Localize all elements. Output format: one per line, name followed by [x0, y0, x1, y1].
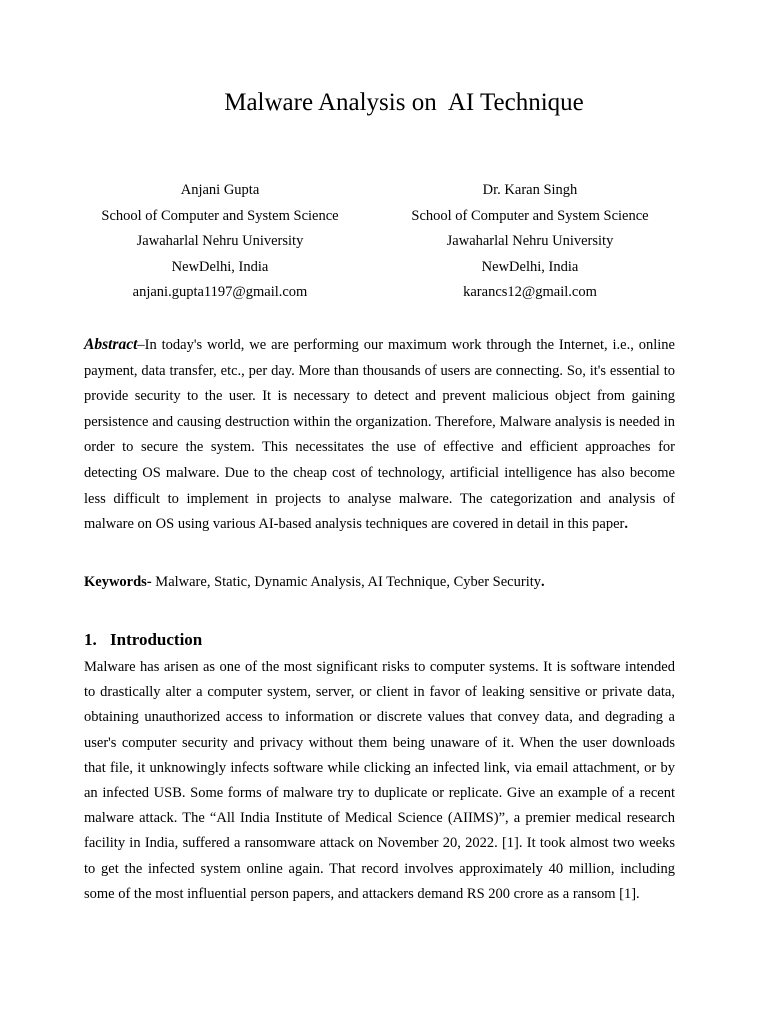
author-department: School of Computer and System Science: [101, 207, 339, 224]
keywords-end: .: [541, 574, 545, 590]
keywords-label: Keywords-: [84, 574, 152, 590]
author-location: NewDelhi, India: [171, 258, 269, 275]
keywords-text: Malware, Static, Dynamic Analysis, AI Technique, Cyber Security: [151, 574, 541, 590]
author-email: anjani.gupta1197@gmail.com: [132, 284, 308, 300]
abstract-label: Abstract: [84, 336, 138, 353]
paper-title: Malware Analysis on AI Technique: [224, 89, 584, 116]
abstract: [84, 332, 675, 538]
section-title: Introduction: [110, 630, 203, 649]
section-heading-introduction: [84, 627, 202, 653]
author-department: School of Computer and System Science: [411, 207, 649, 224]
section-number: 1.: [84, 630, 97, 649]
author-email: karancs12@gmail.com: [463, 284, 597, 300]
author-university: Jawaharlal Nehru University: [446, 233, 614, 249]
keywords: [84, 570, 684, 595]
author-name: Anjani Gupta: [180, 182, 260, 198]
author-name: Dr. Karan Singh: [482, 182, 578, 198]
author-block-2: [395, 178, 665, 306]
author-block-1: [60, 178, 380, 306]
introduction-paragraph: Malware has arisen as one of the most significant risks to computer systems. It is software intended to drastically alter a computer system, server, or client in favor of leaking sensitive or private data, obtaining unauthorized access to information or discrete values that convey data, and degrading a user's computer security and privacy without them being unaware of it. When the user downloads that file, it unknowingly infects software while clicking an infected link, via email attachment, or by an infected USB. Some forms of malware try to duplicate or replicate. Give an example of a recent malware attack. The “All India Institute of Medical Science (AIIMS)”, a premier medical research facility in India, suffered a ransomware attack on November 20, 2022. [1]. It took almost two weeks to get the infected system online again. That record involves approximately 40 million, including some of the most influential person papers, and attackers demand RS 200 crore as a ransom [1].: [84, 659, 675, 902]
abstract-end: .: [624, 516, 628, 533]
author-university: Jawaharlal Nehru University: [136, 233, 304, 249]
abstract-text: In today's world, we are performing our maximum work through the Internet, i.e., online payment, data transfer, etc., per day. More than thousands of users are connecting. So, it's essential to provide security to the user. It is necessary to detect and prevent malicious object from gaining persistence and causing destruction within the organization. Therefore, Malware analysis is needed in order to secure the system. This necessitates the use of effective and efficient approaches for detecting OS malware. Due to the cheap cost of technology, artificial intelligence has also become less difficult to implement in projects to analyse malware. The categorization and analysis of malware on OS using various AI-based analysis techniques are covered in detail in this paper: [84, 337, 675, 533]
author-location: NewDelhi, India: [481, 258, 579, 275]
abstract-dash: –: [137, 337, 145, 353]
